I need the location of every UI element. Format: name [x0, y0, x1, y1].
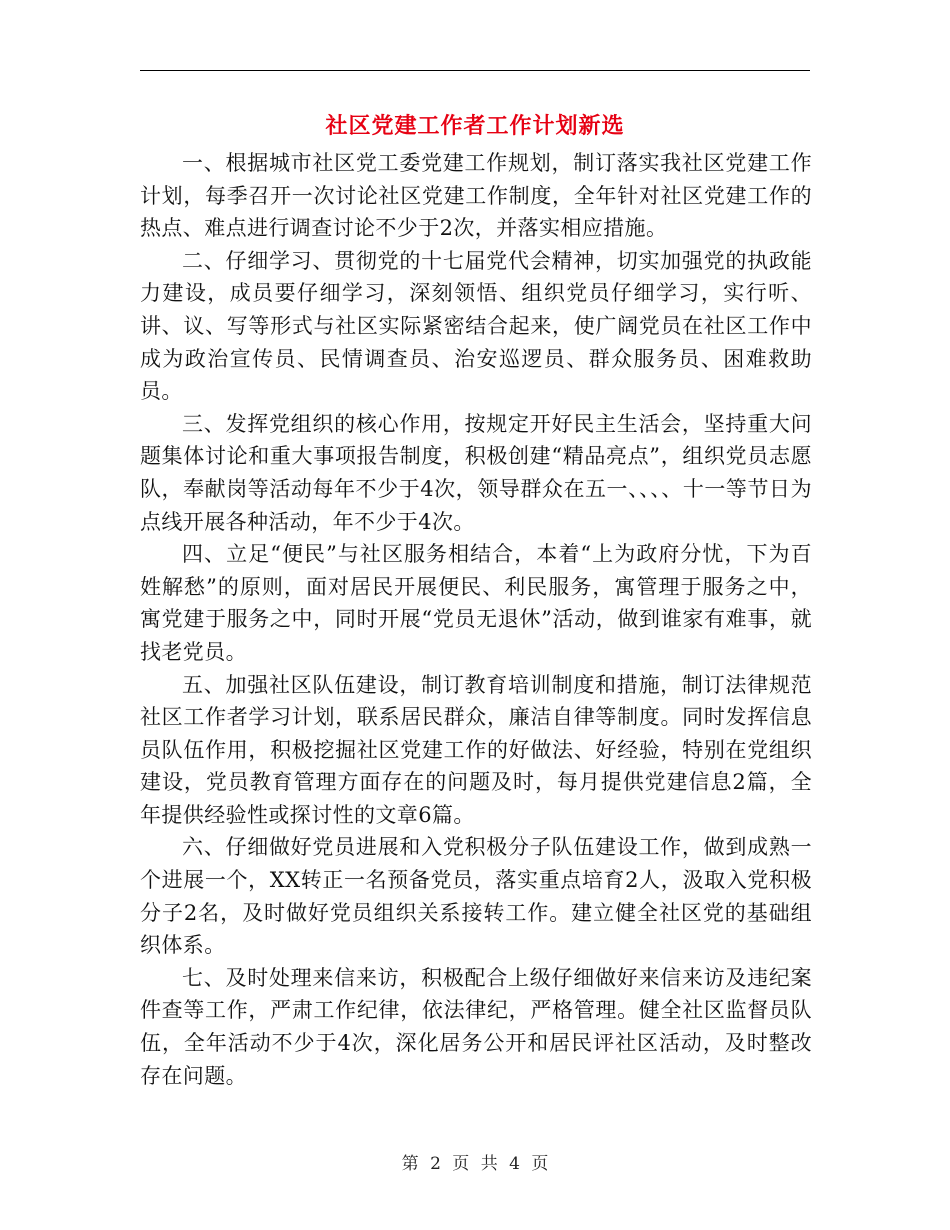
document-title: 社区党建工作者工作计划新选	[325, 113, 625, 139]
paragraph-7: 七、及时处理来信来访，积极配合上级仔细做好来信来访及违纪案件查等工作，严肃工作纪律，依法律纪，严格管理。健全社区监督员队伍，全年活动不少于4次，深化居务公开和居民评社区活动，及时整改存在问题。	[140, 965, 812, 1088]
page-number-footer: 第 2 页 共 4 页	[401, 1154, 549, 1174]
paragraph-5: 五、加强社区队伍建设，制订教育培训制度和措施，制订法律规范社区工作者学习计划，联系居民群众，廉洁自律等制度。同时发挥信息员队伍作用，积极挖掘社区党建工作的好做法、好经验，特别在党组织建设，党员教育管理方面存在的问题及时，每月提供党建信息2篇，全年提供经验性或探讨性的文章6篇。	[140, 672, 812, 827]
paragraph-6: 六、仔细做好党员进展和入党积极分子队伍建设工作，做到成熟一个进展一个，XX转正一名预备党员，落实重点培育2人，汲取入党积极分子2名，及时做好党员组织关系接转工作。建立健全社区党的基础组织体系。	[140, 835, 812, 958]
paragraph-3: 三、发挥党组织的核心作用，按规定开好民主生活会，坚持重大问题集体讨论和重大事项报告制度，积极创建“精品亮点”，组织党员志愿队，奉献岗等活动每年不少于4次，领导群众在五一、、、、十一等节日为点线开展各种活动，年不少于4次。	[140, 411, 812, 534]
header-rule	[140, 70, 810, 71]
paragraph-1: 一、根据城市社区党工委党建工作规划，制订落实我社区党建工作计划，每季召开一次讨论社区党建工作制度，全年针对社区党建工作的热点、难点进行调查讨论不少于2次，并落实相应措施。	[140, 151, 812, 241]
paragraph-2: 二、仔细学习、贯彻党的十七届党代会精神，切实加强党的执政能力建设，成员要仔细学习，深刻领悟、组织党员仔细学习，实行听、讲、议、写等形式与社区实际紧密结合起来，使广阔党员在社区工作中成为政治宣传员、民情调查员、治安巡逻员、群众服务员、困难救助员。	[140, 248, 812, 404]
paragraph-4: 四、立足“便民”与社区服务相结合，本着“上为政府分忧，下为百姓解愁”的原则，面对居民开展便民、利民服务，寓管理于服务之中，寓党建于服务之中，同时开展“党员无退休”活动，做到谁家有难事，就找老党员。	[140, 542, 812, 664]
document-body	[140, 147, 812, 1092]
